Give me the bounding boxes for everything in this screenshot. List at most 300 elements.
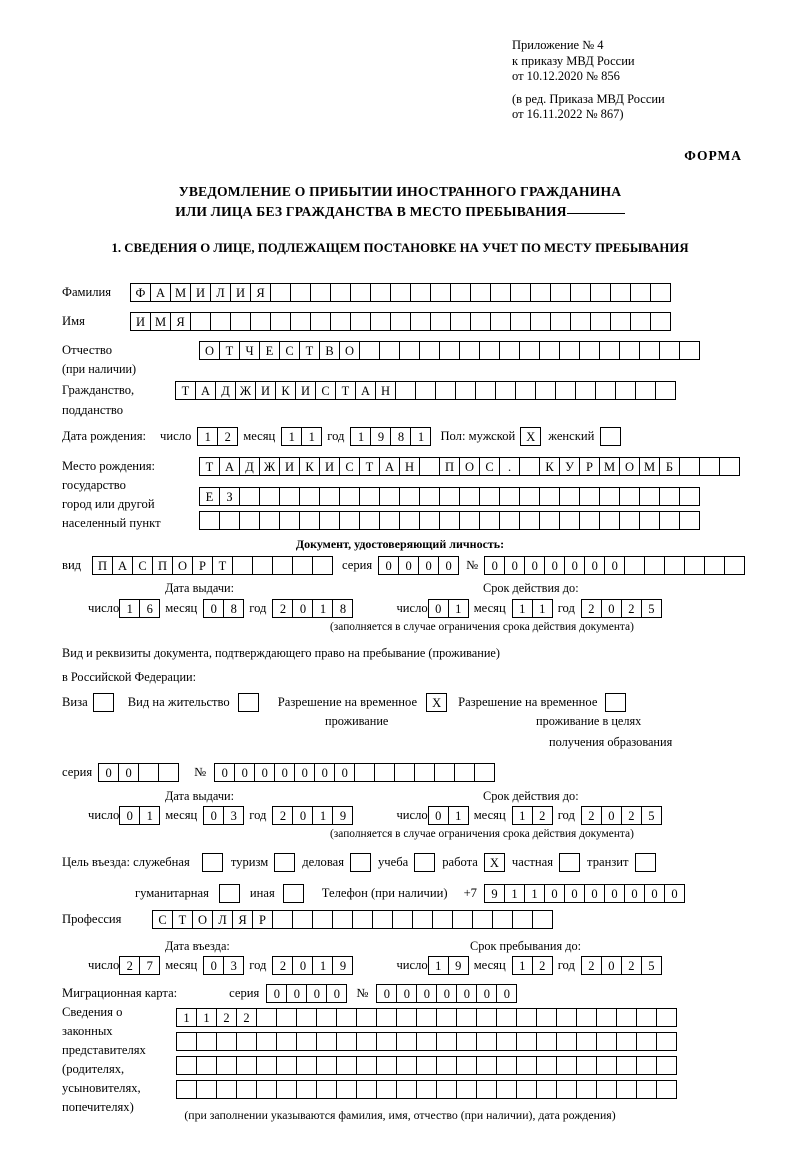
form-cell[interactable] bbox=[530, 283, 551, 302]
form-cell[interactable] bbox=[490, 312, 511, 331]
form-cell[interactable] bbox=[536, 1080, 557, 1099]
form-cell[interactable]: . bbox=[499, 457, 520, 476]
form-cell[interactable] bbox=[519, 511, 540, 530]
form-cell[interactable] bbox=[704, 556, 725, 575]
sex-male-checkbox[interactable]: X bbox=[520, 427, 541, 446]
form-cell[interactable] bbox=[556, 1080, 577, 1099]
form-cell[interactable]: Т bbox=[335, 381, 356, 400]
form-cell[interactable] bbox=[636, 1080, 657, 1099]
form-cell[interactable] bbox=[158, 763, 179, 782]
form-cell[interactable]: 2 bbox=[272, 806, 293, 825]
form-cell[interactable] bbox=[239, 487, 260, 506]
form-cell[interactable] bbox=[596, 1032, 617, 1051]
form-cell[interactable]: Н bbox=[375, 381, 396, 400]
form-cell[interactable] bbox=[292, 556, 313, 575]
form-cell[interactable] bbox=[319, 487, 340, 506]
birthplace-input-row2[interactable] bbox=[199, 487, 699, 506]
form-cell[interactable] bbox=[576, 1032, 597, 1051]
permit-series-input[interactable] bbox=[98, 763, 178, 782]
form-cell[interactable]: Е bbox=[259, 341, 280, 360]
form-cell[interactable]: М bbox=[599, 457, 620, 476]
form-cell[interactable]: 0 bbox=[203, 806, 224, 825]
form-cell[interactable]: 0 bbox=[292, 956, 313, 975]
form-cell[interactable] bbox=[650, 283, 671, 302]
form-cell[interactable] bbox=[616, 1056, 637, 1075]
form-cell[interactable] bbox=[256, 1080, 277, 1099]
form-cell[interactable] bbox=[412, 910, 433, 929]
form-cell[interactable] bbox=[416, 1008, 437, 1027]
form-cell[interactable]: 5 bbox=[641, 806, 662, 825]
form-cell[interactable] bbox=[510, 312, 531, 331]
form-cell[interactable] bbox=[370, 312, 391, 331]
form-cell[interactable]: 0 bbox=[644, 884, 665, 903]
form-cell[interactable] bbox=[619, 511, 640, 530]
form-cell[interactable] bbox=[576, 1056, 597, 1075]
form-cell[interactable]: 0 bbox=[544, 556, 565, 575]
permit-issue-day-input[interactable] bbox=[119, 806, 159, 825]
form-cell[interactable] bbox=[599, 487, 620, 506]
form-cell[interactable] bbox=[495, 381, 516, 400]
form-cell[interactable] bbox=[310, 312, 331, 331]
surname-input[interactable] bbox=[130, 283, 670, 302]
form-cell[interactable]: 0 bbox=[428, 806, 449, 825]
form-cell[interactable]: 1 bbox=[312, 599, 333, 618]
form-cell[interactable] bbox=[496, 1080, 517, 1099]
form-cell[interactable]: О bbox=[172, 556, 193, 575]
form-cell[interactable] bbox=[232, 556, 253, 575]
form-cell[interactable] bbox=[475, 381, 496, 400]
form-cell[interactable] bbox=[619, 487, 640, 506]
form-cell[interactable]: 5 bbox=[641, 599, 662, 618]
form-cell[interactable]: 6 bbox=[139, 599, 160, 618]
form-cell[interactable]: 2 bbox=[621, 806, 642, 825]
form-cell[interactable]: Т bbox=[172, 910, 193, 929]
form-cell[interactable] bbox=[596, 1080, 617, 1099]
form-cell[interactable] bbox=[296, 1008, 317, 1027]
form-cell[interactable]: Я bbox=[250, 283, 271, 302]
form-cell[interactable] bbox=[639, 511, 660, 530]
form-cell[interactable] bbox=[399, 487, 420, 506]
form-cell[interactable] bbox=[595, 381, 616, 400]
form-cell[interactable] bbox=[650, 312, 671, 331]
form-cell[interactable]: 8 bbox=[390, 427, 411, 446]
form-cell[interactable] bbox=[679, 341, 700, 360]
form-cell[interactable] bbox=[419, 511, 440, 530]
form-cell[interactable]: И bbox=[255, 381, 276, 400]
form-cell[interactable] bbox=[579, 341, 600, 360]
form-cell[interactable]: Т bbox=[359, 457, 380, 476]
migration-series-input[interactable] bbox=[266, 984, 346, 1003]
form-cell[interactable] bbox=[610, 283, 631, 302]
form-cell[interactable] bbox=[316, 1080, 337, 1099]
form-cell[interactable]: 0 bbox=[378, 556, 399, 575]
form-cell[interactable] bbox=[396, 1056, 417, 1075]
form-cell[interactable] bbox=[512, 910, 533, 929]
form-cell[interactable]: 2 bbox=[532, 956, 553, 975]
form-cell[interactable] bbox=[456, 1056, 477, 1075]
form-cell[interactable]: 1 bbox=[512, 806, 533, 825]
form-cell[interactable]: А bbox=[379, 457, 400, 476]
form-cell[interactable] bbox=[199, 511, 220, 530]
form-cell[interactable] bbox=[454, 763, 475, 782]
form-cell[interactable]: 0 bbox=[234, 763, 255, 782]
form-cell[interactable] bbox=[679, 511, 700, 530]
form-cell[interactable] bbox=[319, 511, 340, 530]
form-cell[interactable] bbox=[296, 1056, 317, 1075]
form-cell[interactable] bbox=[499, 511, 520, 530]
form-cell[interactable]: 1 bbox=[350, 427, 371, 446]
form-cell[interactable] bbox=[316, 1032, 337, 1051]
form-cell[interactable]: 2 bbox=[272, 599, 293, 618]
form-cell[interactable]: 2 bbox=[581, 806, 602, 825]
form-cell[interactable] bbox=[576, 1080, 597, 1099]
form-cell[interactable] bbox=[259, 511, 280, 530]
form-cell[interactable] bbox=[219, 511, 240, 530]
form-cell[interactable]: 2 bbox=[217, 427, 238, 446]
form-cell[interactable]: 0 bbox=[584, 556, 605, 575]
form-cell[interactable] bbox=[210, 312, 231, 331]
form-cell[interactable] bbox=[138, 763, 159, 782]
form-cell[interactable]: 0 bbox=[274, 763, 295, 782]
form-cell[interactable] bbox=[476, 1056, 497, 1075]
form-cell[interactable]: М bbox=[170, 283, 191, 302]
form-cell[interactable] bbox=[359, 511, 380, 530]
form-cell[interactable] bbox=[359, 487, 380, 506]
form-cell[interactable]: О bbox=[192, 910, 213, 929]
name-input[interactable] bbox=[130, 312, 670, 331]
form-cell[interactable]: Ж bbox=[259, 457, 280, 476]
form-cell[interactable] bbox=[496, 1056, 517, 1075]
form-cell[interactable]: 2 bbox=[581, 599, 602, 618]
form-cell[interactable]: 0 bbox=[496, 984, 517, 1003]
form-cell[interactable] bbox=[456, 1032, 477, 1051]
doc-kind-input[interactable] bbox=[92, 556, 332, 575]
form-cell[interactable]: 1 bbox=[197, 427, 218, 446]
form-cell[interactable] bbox=[354, 763, 375, 782]
form-cell[interactable] bbox=[279, 487, 300, 506]
form-cell[interactable]: 1 bbox=[428, 956, 449, 975]
birth-day-input[interactable] bbox=[197, 427, 237, 446]
visa-checkbox[interactable] bbox=[93, 693, 114, 712]
edu-residence-checkbox[interactable] bbox=[605, 693, 626, 712]
form-cell[interactable] bbox=[615, 381, 636, 400]
form-cell[interactable] bbox=[276, 1080, 297, 1099]
form-cell[interactable] bbox=[659, 341, 680, 360]
form-cell[interactable]: 0 bbox=[418, 556, 439, 575]
form-cell[interactable] bbox=[270, 312, 291, 331]
form-cell[interactable]: А bbox=[112, 556, 133, 575]
stay-year-input[interactable] bbox=[581, 956, 661, 975]
form-cell[interactable]: 9 bbox=[370, 427, 391, 446]
form-cell[interactable]: Ф bbox=[130, 283, 151, 302]
form-cell[interactable]: 0 bbox=[334, 763, 355, 782]
form-cell[interactable] bbox=[430, 283, 451, 302]
form-cell[interactable]: 0 bbox=[456, 984, 477, 1003]
form-cell[interactable]: 0 bbox=[438, 556, 459, 575]
form-cell[interactable]: Н bbox=[399, 457, 420, 476]
permit-valid-year-input[interactable] bbox=[581, 806, 661, 825]
form-cell[interactable] bbox=[519, 487, 540, 506]
form-cell[interactable]: 1 bbox=[410, 427, 431, 446]
citizenship-input[interactable] bbox=[175, 381, 675, 400]
form-cell[interactable] bbox=[276, 1032, 297, 1051]
form-cell[interactable]: П bbox=[92, 556, 113, 575]
form-cell[interactable] bbox=[270, 283, 291, 302]
form-cell[interactable]: 1 bbox=[532, 599, 553, 618]
form-cell[interactable]: И bbox=[295, 381, 316, 400]
form-cell[interactable] bbox=[395, 381, 416, 400]
form-cell[interactable] bbox=[299, 511, 320, 530]
form-cell[interactable] bbox=[350, 283, 371, 302]
form-cell[interactable] bbox=[599, 341, 620, 360]
form-cell[interactable]: 0 bbox=[292, 599, 313, 618]
form-cell[interactable] bbox=[432, 910, 453, 929]
form-cell[interactable]: С bbox=[315, 381, 336, 400]
form-cell[interactable] bbox=[190, 312, 211, 331]
form-cell[interactable] bbox=[399, 341, 420, 360]
form-cell[interactable]: И bbox=[319, 457, 340, 476]
form-cell[interactable] bbox=[312, 910, 333, 929]
form-cell[interactable] bbox=[519, 457, 540, 476]
form-cell[interactable] bbox=[416, 1032, 437, 1051]
form-cell[interactable] bbox=[684, 556, 705, 575]
birth-year-input[interactable] bbox=[350, 427, 430, 446]
form-cell[interactable] bbox=[515, 381, 536, 400]
form-cell[interactable] bbox=[496, 1008, 517, 1027]
form-cell[interactable] bbox=[436, 1032, 457, 1051]
form-cell[interactable]: 0 bbox=[664, 884, 685, 903]
form-cell[interactable]: 0 bbox=[484, 556, 505, 575]
issue-year-input[interactable] bbox=[272, 599, 352, 618]
form-cell[interactable] bbox=[239, 511, 260, 530]
form-cell[interactable]: Р bbox=[579, 457, 600, 476]
form-cell[interactable] bbox=[596, 1008, 617, 1027]
birthplace-input-row3[interactable] bbox=[199, 511, 699, 530]
form-cell[interactable] bbox=[439, 341, 460, 360]
form-cell[interactable] bbox=[374, 763, 395, 782]
form-cell[interactable]: 0 bbox=[286, 984, 307, 1003]
form-cell[interactable] bbox=[330, 283, 351, 302]
form-cell[interactable] bbox=[630, 312, 651, 331]
form-cell[interactable] bbox=[279, 511, 300, 530]
form-cell[interactable] bbox=[352, 910, 373, 929]
form-cell[interactable] bbox=[379, 511, 400, 530]
form-cell[interactable] bbox=[499, 341, 520, 360]
purpose-tourism-checkbox[interactable] bbox=[274, 853, 295, 872]
purpose-other-checkbox[interactable] bbox=[283, 884, 304, 903]
form-cell[interactable]: 1 bbox=[176, 1008, 197, 1027]
form-cell[interactable]: С bbox=[479, 457, 500, 476]
form-cell[interactable] bbox=[459, 341, 480, 360]
form-cell[interactable]: С bbox=[339, 457, 360, 476]
form-cell[interactable]: 1 bbox=[196, 1008, 217, 1027]
form-cell[interactable]: С bbox=[279, 341, 300, 360]
form-cell[interactable] bbox=[252, 556, 273, 575]
form-cell[interactable] bbox=[452, 910, 473, 929]
form-cell[interactable] bbox=[176, 1032, 197, 1051]
form-cell[interactable]: 9 bbox=[332, 956, 353, 975]
form-cell[interactable]: Ж bbox=[235, 381, 256, 400]
form-cell[interactable] bbox=[510, 283, 531, 302]
form-cell[interactable] bbox=[579, 487, 600, 506]
patronymic-input[interactable] bbox=[199, 341, 699, 360]
form-cell[interactable] bbox=[456, 1080, 477, 1099]
stay-month-input[interactable] bbox=[512, 956, 552, 975]
migration-number-input[interactable] bbox=[376, 984, 516, 1003]
form-cell[interactable] bbox=[476, 1032, 497, 1051]
form-cell[interactable] bbox=[272, 556, 293, 575]
form-cell[interactable] bbox=[176, 1080, 197, 1099]
form-cell[interactable] bbox=[370, 283, 391, 302]
profession-input[interactable] bbox=[152, 910, 552, 929]
form-cell[interactable]: 0 bbox=[604, 884, 625, 903]
form-cell[interactable] bbox=[479, 487, 500, 506]
form-cell[interactable] bbox=[492, 910, 513, 929]
form-cell[interactable]: В bbox=[319, 341, 340, 360]
form-cell[interactable] bbox=[290, 312, 311, 331]
form-cell[interactable]: Т bbox=[175, 381, 196, 400]
form-cell[interactable] bbox=[519, 341, 540, 360]
form-cell[interactable]: О bbox=[619, 457, 640, 476]
form-cell[interactable]: 2 bbox=[581, 956, 602, 975]
purpose-work-checkbox[interactable]: X bbox=[484, 853, 505, 872]
entry-day-input[interactable] bbox=[119, 956, 159, 975]
form-cell[interactable]: 9 bbox=[332, 806, 353, 825]
form-cell[interactable] bbox=[419, 487, 440, 506]
form-cell[interactable]: 1 bbox=[312, 956, 333, 975]
form-cell[interactable] bbox=[499, 487, 520, 506]
form-cell[interactable]: 2 bbox=[621, 956, 642, 975]
form-cell[interactable] bbox=[699, 457, 720, 476]
form-cell[interactable] bbox=[196, 1056, 217, 1075]
form-cell[interactable] bbox=[376, 1056, 397, 1075]
form-cell[interactable] bbox=[516, 1080, 537, 1099]
form-cell[interactable] bbox=[724, 556, 745, 575]
form-cell[interactable] bbox=[536, 1008, 557, 1027]
form-cell[interactable] bbox=[356, 1008, 377, 1027]
valid-year-input[interactable] bbox=[581, 599, 661, 618]
purpose-service-checkbox[interactable] bbox=[202, 853, 223, 872]
form-cell[interactable] bbox=[556, 1032, 577, 1051]
form-cell[interactable]: А bbox=[219, 457, 240, 476]
form-cell[interactable]: 3 bbox=[223, 806, 244, 825]
form-cell[interactable]: 0 bbox=[376, 984, 397, 1003]
form-cell[interactable]: Д bbox=[215, 381, 236, 400]
form-cell[interactable]: Я bbox=[232, 910, 253, 929]
form-cell[interactable] bbox=[410, 312, 431, 331]
form-cell[interactable] bbox=[639, 341, 660, 360]
form-cell[interactable]: И bbox=[130, 312, 151, 331]
form-cell[interactable]: Т bbox=[299, 341, 320, 360]
form-cell[interactable]: 0 bbox=[254, 763, 275, 782]
form-cell[interactable] bbox=[450, 312, 471, 331]
valid-day-input[interactable] bbox=[428, 599, 468, 618]
form-cell[interactable] bbox=[655, 381, 676, 400]
form-cell[interactable]: 0 bbox=[604, 556, 625, 575]
form-cell[interactable]: И bbox=[279, 457, 300, 476]
form-cell[interactable]: 0 bbox=[98, 763, 119, 782]
form-cell[interactable]: Д bbox=[239, 457, 260, 476]
entry-month-input[interactable] bbox=[203, 956, 243, 975]
form-cell[interactable] bbox=[530, 312, 551, 331]
form-cell[interactable] bbox=[414, 763, 435, 782]
form-cell[interactable]: 1 bbox=[504, 884, 525, 903]
form-cell[interactable] bbox=[610, 312, 631, 331]
issue-month-input[interactable] bbox=[203, 599, 243, 618]
form-cell[interactable] bbox=[259, 487, 280, 506]
form-cell[interactable]: 2 bbox=[236, 1008, 257, 1027]
form-cell[interactable] bbox=[456, 1008, 477, 1027]
form-cell[interactable] bbox=[476, 1080, 497, 1099]
form-cell[interactable]: 0 bbox=[306, 984, 327, 1003]
form-cell[interactable] bbox=[516, 1032, 537, 1051]
form-cell[interactable] bbox=[636, 1056, 657, 1075]
form-cell[interactable] bbox=[316, 1008, 337, 1027]
form-cell[interactable] bbox=[236, 1056, 257, 1075]
form-cell[interactable] bbox=[639, 487, 660, 506]
form-cell[interactable]: 0 bbox=[601, 599, 622, 618]
form-cell[interactable] bbox=[399, 511, 420, 530]
form-cell[interactable] bbox=[419, 341, 440, 360]
form-cell[interactable]: 0 bbox=[416, 984, 437, 1003]
form-cell[interactable] bbox=[434, 763, 455, 782]
form-cell[interactable] bbox=[296, 1080, 317, 1099]
form-cell[interactable]: 3 bbox=[223, 956, 244, 975]
form-cell[interactable] bbox=[596, 1056, 617, 1075]
form-cell[interactable] bbox=[394, 763, 415, 782]
form-cell[interactable]: 1 bbox=[512, 599, 533, 618]
form-cell[interactable]: З bbox=[219, 487, 240, 506]
form-cell[interactable] bbox=[459, 487, 480, 506]
form-cell[interactable] bbox=[570, 283, 591, 302]
form-cell[interactable] bbox=[316, 1056, 337, 1075]
form-cell[interactable]: 0 bbox=[214, 763, 235, 782]
form-cell[interactable] bbox=[556, 1056, 577, 1075]
form-cell[interactable] bbox=[396, 1080, 417, 1099]
valid-month-input[interactable] bbox=[512, 599, 552, 618]
form-cell[interactable]: Б bbox=[659, 457, 680, 476]
form-cell[interactable] bbox=[376, 1032, 397, 1051]
form-cell[interactable] bbox=[350, 312, 371, 331]
form-cell[interactable]: 1 bbox=[301, 427, 322, 446]
form-cell[interactable] bbox=[455, 381, 476, 400]
form-cell[interactable] bbox=[276, 1056, 297, 1075]
form-cell[interactable] bbox=[379, 341, 400, 360]
form-cell[interactable] bbox=[550, 312, 571, 331]
form-cell[interactable]: Т bbox=[212, 556, 233, 575]
form-cell[interactable] bbox=[216, 1056, 237, 1075]
form-cell[interactable]: 2 bbox=[216, 1008, 237, 1027]
form-cell[interactable] bbox=[479, 341, 500, 360]
form-cell[interactable] bbox=[336, 1032, 357, 1051]
purpose-private-checkbox[interactable] bbox=[559, 853, 580, 872]
form-cell[interactable]: 0 bbox=[564, 884, 585, 903]
form-cell[interactable] bbox=[250, 312, 271, 331]
form-cell[interactable]: 1 bbox=[139, 806, 160, 825]
form-cell[interactable] bbox=[336, 1080, 357, 1099]
form-cell[interactable]: 9 bbox=[448, 956, 469, 975]
form-cell[interactable]: 1 bbox=[512, 956, 533, 975]
legal-rep-input-row3[interactable] bbox=[176, 1056, 676, 1075]
purpose-business-checkbox[interactable] bbox=[350, 853, 371, 872]
form-cell[interactable]: К bbox=[299, 457, 320, 476]
legal-rep-input-row1[interactable] bbox=[176, 1008, 676, 1027]
form-cell[interactable] bbox=[470, 283, 491, 302]
form-cell[interactable] bbox=[474, 763, 495, 782]
form-cell[interactable] bbox=[196, 1080, 217, 1099]
form-cell[interactable] bbox=[272, 910, 293, 929]
form-cell[interactable] bbox=[359, 341, 380, 360]
